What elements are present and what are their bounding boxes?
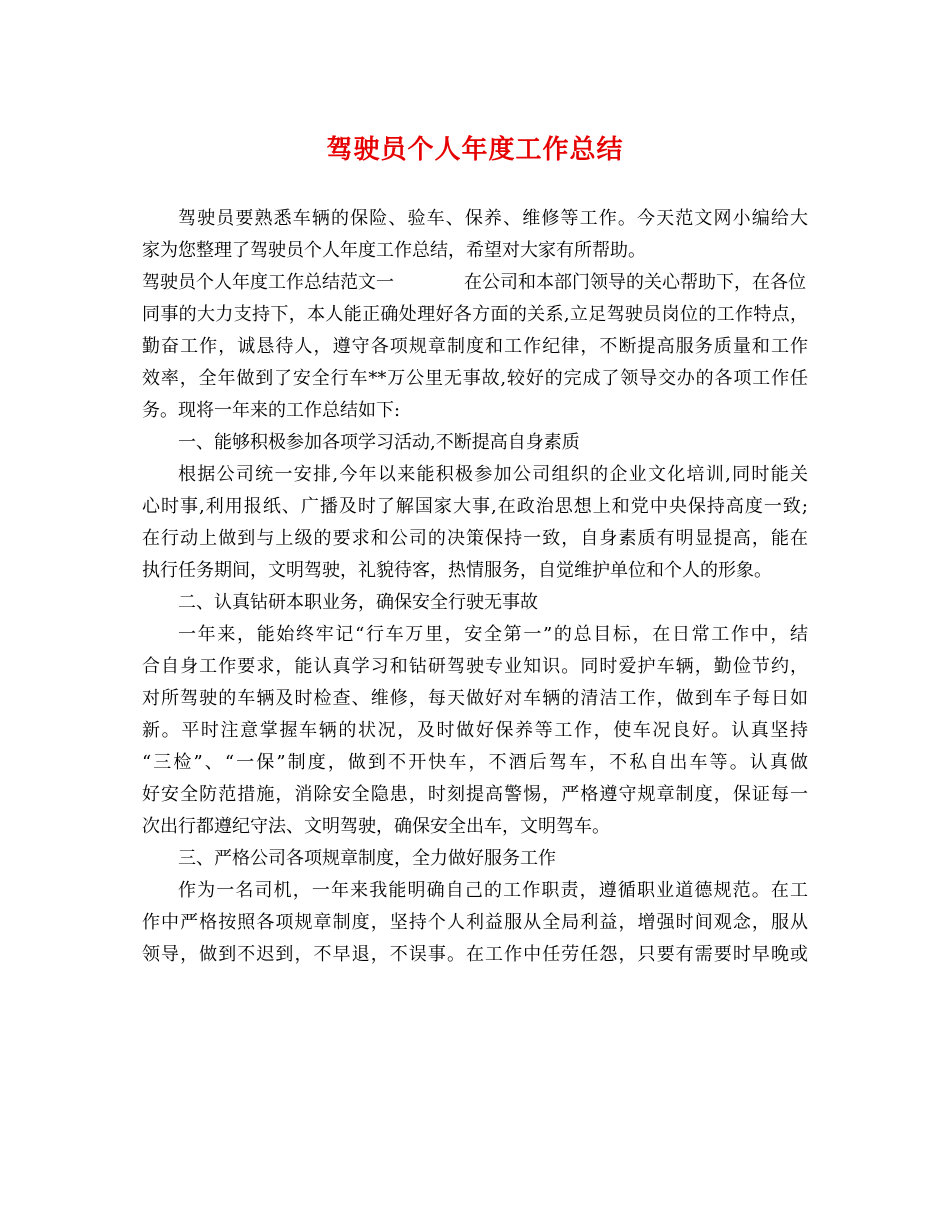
section-heading: 一、能够积极参加各项学习活动,不断提高自身素质 [178,432,580,453]
paragraph-line: 好安全防范措施，消除安全隐患，时刻提高警惕，严格遵守规章制度，保证每一 [142,784,808,805]
paragraph-line: 次出行都遵纪守法、文明驾驶，确保安全出车，文明驾车。 [142,816,610,837]
paragraph-line: 合自身工作要求，能认真学习和钻研驾驶专业知识。同时爱护车辆，勤俭节约， [142,656,808,677]
paragraph-line: 效率，全年做到了安全行车**万公里无事故,较好的完成了领导交办的各项工作任 [142,368,808,389]
paragraph-line: 驾驶员要熟悉车辆的保险、验车、保养、维修等工作。今天范文网小编给大 [178,208,808,229]
section-heading: 二、认真钻研本职业务，确保安全行驶无事故 [178,592,538,613]
section-heading: 三、严格公司各项规章制度，全力做好服务工作 [178,848,556,869]
paragraph-line: 心时事,利用报纸、广播及时了解国家大事,在政治思想上和党中央保持高度一致; [142,496,808,517]
paragraph-line: 在公司和本部门领导的关心帮助下，在各位 [464,272,806,293]
paragraph-line-with-subtitle [142,267,808,299]
paragraph-line: 务。现将一年来的工作总结如下: [142,400,401,421]
paragraph-line: 对所驾驶的车辆及时检查、维修，每天做好对车辆的清洁工作，做到车子每日如 [142,688,808,709]
paragraph-line: “三检”、“一保”制度，做到不开快车，不酒后驾车，不私自出车等。认真做 [142,752,808,773]
paragraph-line: 同事的大力支持下，本人能正确处理好各方面的关系,立足驾驶员岗位的工作特点， [142,304,808,325]
paragraph-line: 领导，做到不迟到，不早退，不误事。在工作中任劳任怨，只要有需要时早晚或 [142,944,808,965]
paragraph-line: 作中严格按照各项规章制度，坚持个人利益服从全局利益，增强时间观念，服从 [142,912,808,933]
paragraph-line: 作为一名司机，一年来我能明确自己的工作职责，遵循职业道德规范。在工 [178,880,808,901]
paragraph-line: 在行动上做到与上级的要求和公司的决策保持一致，自身素质有明显提高，能在 [142,528,808,549]
paragraph-line: 新。平时注意掌握车辆的状况，及时做好保养等工作，使车况良好。认真坚持 [142,720,808,741]
paragraph-line: 一年来，能始终牢记“行车万里，安全第一”的总目标，在日常工作中，结 [178,624,808,645]
paragraph-line: 勤奋工作，诚恳待人，遵守各项规章制度和工作纪律，不断提高服务质量和工作 [142,336,808,357]
sample-subtitle: 驾驶员个人年度工作总结范文一 [142,272,394,293]
paragraph-line: 执行任务期间，文明驾驶，礼貌待客，热情服务，自觉维护单位和个人的形象。 [142,560,772,581]
document-body [142,203,808,971]
paragraph-line: 根据公司统一安排,今年以来能积极参加公司组织的企业文化培训,同时能关 [178,464,808,485]
document-title: 驾驶员个人年度工作总结 [326,135,624,165]
paragraph-line: 家为您整理了驾驶员个人年度工作总结，希望对大家有所帮助。 [142,240,646,261]
